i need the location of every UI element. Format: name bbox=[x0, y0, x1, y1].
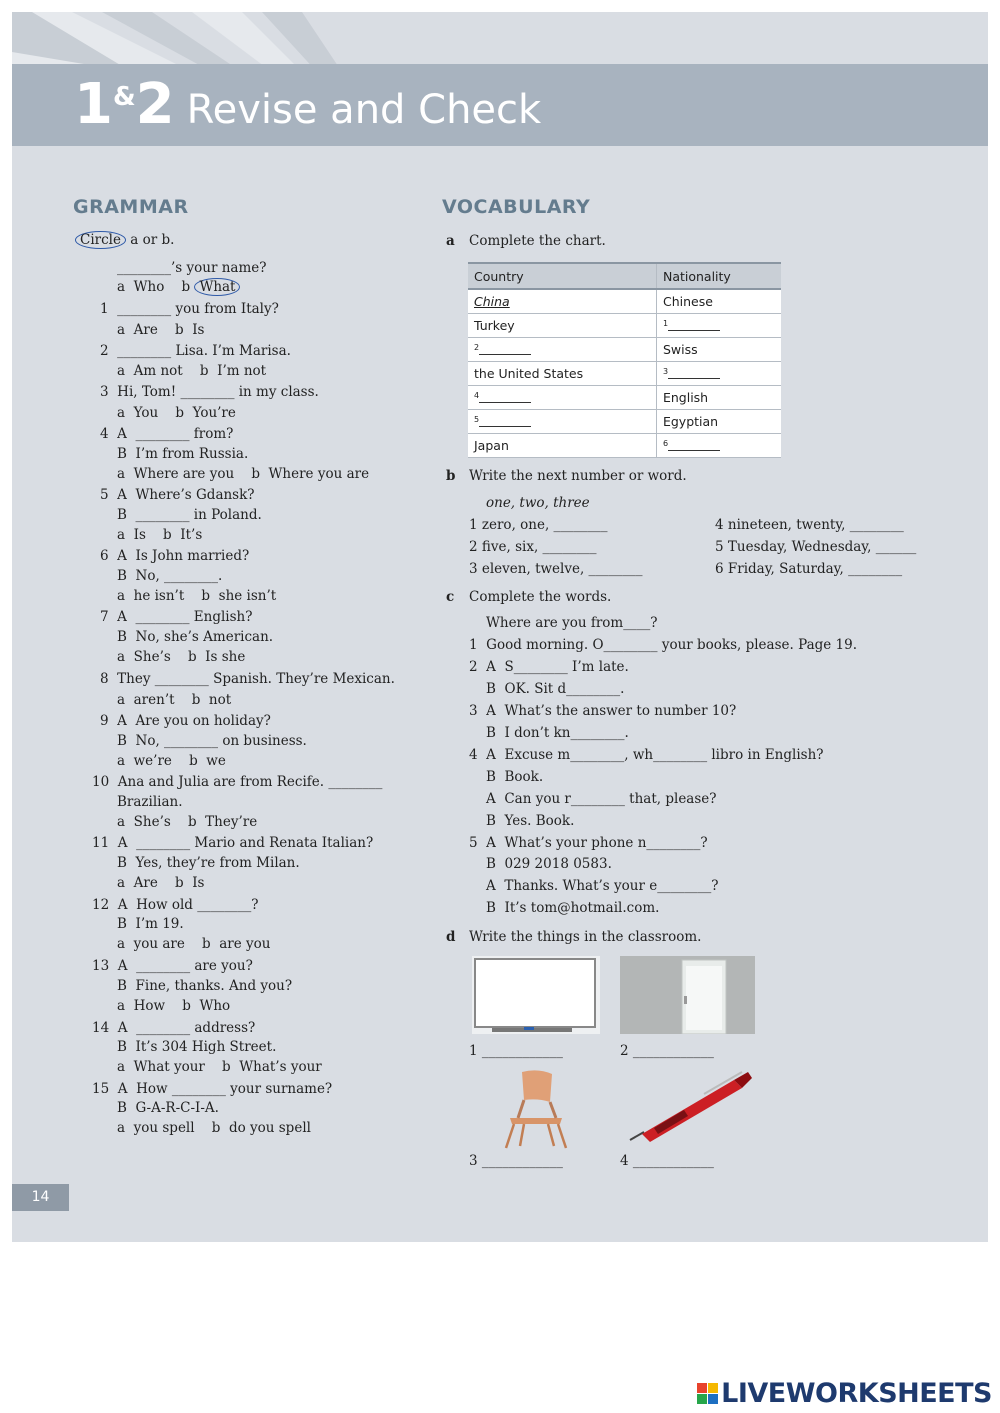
grammar-question: 10 Ana and Julia are from Recife. ________ bbox=[92, 774, 383, 790]
grammar-example-answer: a Who b What bbox=[117, 278, 240, 296]
country-nationality-table bbox=[468, 262, 781, 458]
gap-number: 1 bbox=[662, 318, 669, 328]
vocab-c-instruction: Complete the words. bbox=[469, 589, 612, 605]
grammar-dialogue-line: B I’m from Russia. bbox=[117, 446, 249, 462]
table-cell-nationality[interactable] bbox=[656, 314, 781, 338]
vocab-c-line: 4 A Excuse m________, wh________ libro in English? bbox=[469, 747, 824, 763]
number-sequence-item: 3 eleven, twelve, ________ bbox=[469, 561, 643, 577]
table-cell-nationality: Chinese bbox=[656, 289, 781, 314]
table-row bbox=[468, 434, 781, 458]
answer-blank[interactable] bbox=[668, 318, 720, 331]
grammar-options: a aren’t b not bbox=[117, 692, 232, 708]
grammar-options: a Is b It’s bbox=[117, 527, 203, 543]
grammar-question: 11 A ________ Mario and Renata Italian? bbox=[92, 835, 374, 851]
number-sequence-item: 6 Friday, Saturday, ________ bbox=[715, 561, 903, 577]
classroom-object-answer[interactable]: 3 ____________ bbox=[469, 1153, 563, 1169]
table-row bbox=[468, 314, 781, 338]
vocab-c-line: 3 A What’s the answer to number 10? bbox=[469, 703, 737, 719]
grammar-example-question: ________’s your name? bbox=[117, 260, 267, 276]
table-cell-country: the United States bbox=[468, 362, 656, 386]
table-header-country: Country bbox=[468, 263, 656, 289]
grammar-question: 15 A How ________ your surname? bbox=[92, 1081, 333, 1097]
table-row bbox=[468, 410, 781, 434]
page-title: 1&2 Revise and Check bbox=[74, 72, 542, 137]
grammar-options: a She’s b Is she bbox=[117, 649, 246, 665]
grammar-dialogue-line: Brazilian. bbox=[117, 794, 183, 810]
classroom-object-answer[interactable]: 1 ____________ bbox=[469, 1043, 563, 1059]
grammar-options: a you are b are you bbox=[117, 936, 271, 952]
grammar-dialogue-line: B Fine, thanks. And you? bbox=[117, 978, 293, 994]
answer-blank[interactable] bbox=[668, 366, 720, 379]
answer-blank[interactable] bbox=[479, 390, 531, 403]
grammar-options: a Are b Is bbox=[117, 875, 205, 891]
page-number: 14 bbox=[12, 1184, 69, 1211]
vocab-c-line: B Yes. Book. bbox=[486, 813, 575, 829]
grammar-dialogue-line: B It’s 304 High Street. bbox=[117, 1039, 277, 1055]
vocab-d-instruction: Write the things in the classroom. bbox=[469, 929, 702, 945]
table-cell-country: China bbox=[468, 289, 656, 314]
vocab-c-line: B Book. bbox=[486, 769, 544, 785]
vocab-c-example: Where are you from____? bbox=[486, 615, 658, 631]
grammar-question: 9 A Are you on holiday? bbox=[100, 713, 271, 729]
vocab-d-label: d bbox=[446, 929, 456, 945]
grammar-dialogue-line: B G-A-R-C-I-A. bbox=[117, 1100, 219, 1116]
grammar-options: a How b Who bbox=[117, 998, 231, 1014]
grammar-options: a you spell b do you spell bbox=[117, 1120, 311, 1136]
grammar-question: 12 A How old ________? bbox=[92, 897, 259, 913]
table-cell-nationality[interactable] bbox=[656, 362, 781, 386]
grammar-options: a What your b What’s your bbox=[117, 1059, 322, 1075]
grammar-options: a She’s b They’re bbox=[117, 814, 258, 830]
vocab-a-instruction: Complete the chart. bbox=[469, 233, 606, 249]
vocab-c-line: 1 Good morning. O________ your books, please. Page 19. bbox=[469, 637, 858, 653]
vocab-a-label: a bbox=[446, 233, 455, 249]
grammar-dialogue-line: B Yes, they’re from Milan. bbox=[117, 855, 300, 871]
grammar-question: 7 A ________ English? bbox=[100, 609, 253, 625]
grammar-dialogue-line: B No, she’s American. bbox=[117, 629, 274, 645]
grammar-options: a he isn’t b she isn’t bbox=[117, 588, 277, 604]
grammar-options: a Where are you b Where you are bbox=[117, 466, 370, 482]
gap-number: 5 bbox=[474, 414, 480, 424]
table-cell-nationality: Egyptian bbox=[656, 410, 781, 434]
table-cell-country[interactable] bbox=[468, 338, 656, 362]
gap-number: 2 bbox=[474, 342, 480, 352]
grammar-options: a we’re b we bbox=[117, 753, 226, 769]
worksheet-page bbox=[12, 12, 988, 1242]
grammar-dialogue-line: B I’m 19. bbox=[117, 916, 184, 932]
grammar-options: a Am not b I’m not bbox=[117, 363, 267, 379]
gap-number: 6 bbox=[662, 438, 669, 448]
vocab-c-line: 2 A S________ I’m late. bbox=[469, 659, 629, 675]
classroom-object-answer[interactable]: 4 ____________ bbox=[620, 1153, 714, 1169]
table-cell-country: Turkey bbox=[468, 314, 656, 338]
grammar-dialogue-line: B No, ________. bbox=[117, 568, 223, 584]
grammar-dialogue-line: B No, ________ on business. bbox=[117, 733, 307, 749]
grammar-question: 5 A Where’s Gdansk? bbox=[100, 487, 255, 503]
number-sequence-item: 5 Tuesday, Wednesday, ______ bbox=[715, 539, 917, 555]
grammar-heading: GRAMMAR bbox=[73, 196, 189, 218]
vocab-c-line: B OK. Sit d________. bbox=[486, 681, 625, 697]
answer-blank[interactable] bbox=[668, 438, 720, 451]
vocab-c-line: B It’s tom@hotmail.com. bbox=[486, 900, 660, 916]
number-sequence-item: 4 nineteen, twenty, ________ bbox=[715, 517, 904, 533]
chair-image bbox=[500, 1068, 575, 1150]
grammar-question: 1 ________ you from Italy? bbox=[100, 301, 279, 317]
door-image bbox=[620, 956, 755, 1034]
table-row bbox=[468, 338, 781, 362]
gap-number: 3 bbox=[662, 366, 669, 376]
vocab-b-instruction: Write the next number or word. bbox=[469, 468, 687, 484]
grammar-options: a Are b Is bbox=[117, 322, 205, 338]
liveworksheets-logo-icon bbox=[697, 1383, 718, 1404]
vocabulary-heading: VOCABULARY bbox=[442, 196, 591, 218]
table-cell-country[interactable] bbox=[468, 386, 656, 410]
grammar-question: 3 Hi, Tom! ________ in my class. bbox=[100, 384, 319, 400]
grammar-question: 14 A ________ address? bbox=[92, 1020, 256, 1036]
table-header-nationality: Nationality bbox=[656, 263, 781, 289]
grammar-question: 6 A Is John married? bbox=[100, 548, 250, 564]
grammar-question: 13 A ________ are you? bbox=[92, 958, 253, 974]
grammar-question: 2 ________ Lisa. I’m Marisa. bbox=[100, 343, 291, 359]
table-cell-country[interactable] bbox=[468, 410, 656, 434]
vocab-b-example: one, two, three bbox=[486, 495, 590, 511]
table-row bbox=[468, 362, 781, 386]
vocab-c-line: B I don’t kn________. bbox=[486, 725, 629, 741]
vocab-b-label: b bbox=[446, 468, 456, 484]
answer-blank[interactable] bbox=[479, 342, 531, 355]
vocab-c-line: 5 A What’s your phone n________? bbox=[469, 835, 708, 851]
classroom-object-answer[interactable]: 2 ____________ bbox=[620, 1043, 714, 1059]
number-sequence-item: 2 five, six, ________ bbox=[469, 539, 597, 555]
pen-image bbox=[624, 1068, 754, 1146]
grammar-options: a You b You’re bbox=[117, 405, 236, 421]
table-cell-nationality: Swiss bbox=[656, 338, 781, 362]
liveworksheets-logo: LIVEWORKSHEETS bbox=[697, 1378, 992, 1409]
table-row bbox=[468, 386, 781, 410]
grammar-instruction: Circle a or b. bbox=[75, 231, 174, 249]
table-cell-country: Japan bbox=[468, 434, 656, 458]
whiteboard-image bbox=[472, 956, 600, 1034]
vocab-c-label: c bbox=[446, 589, 455, 605]
table-row bbox=[468, 289, 781, 314]
number-sequence-item: 1 zero, one, ________ bbox=[469, 517, 608, 533]
vocab-c-line: A Thanks. What’s your e________? bbox=[486, 878, 719, 894]
table-cell-nationality[interactable] bbox=[656, 434, 781, 458]
table-cell-nationality: English bbox=[656, 386, 781, 410]
vocab-c-line: B 029 2018 0583. bbox=[486, 856, 612, 872]
grammar-question: 4 A ________ from? bbox=[100, 426, 234, 442]
grammar-dialogue-line: B ________ in Poland. bbox=[117, 507, 262, 523]
grammar-question: 8 They ________ Spanish. They’re Mexican. bbox=[100, 671, 395, 687]
gap-number: 4 bbox=[474, 390, 480, 400]
vocab-c-line: A Can you r________ that, please? bbox=[486, 791, 717, 807]
answer-blank[interactable] bbox=[479, 414, 531, 427]
